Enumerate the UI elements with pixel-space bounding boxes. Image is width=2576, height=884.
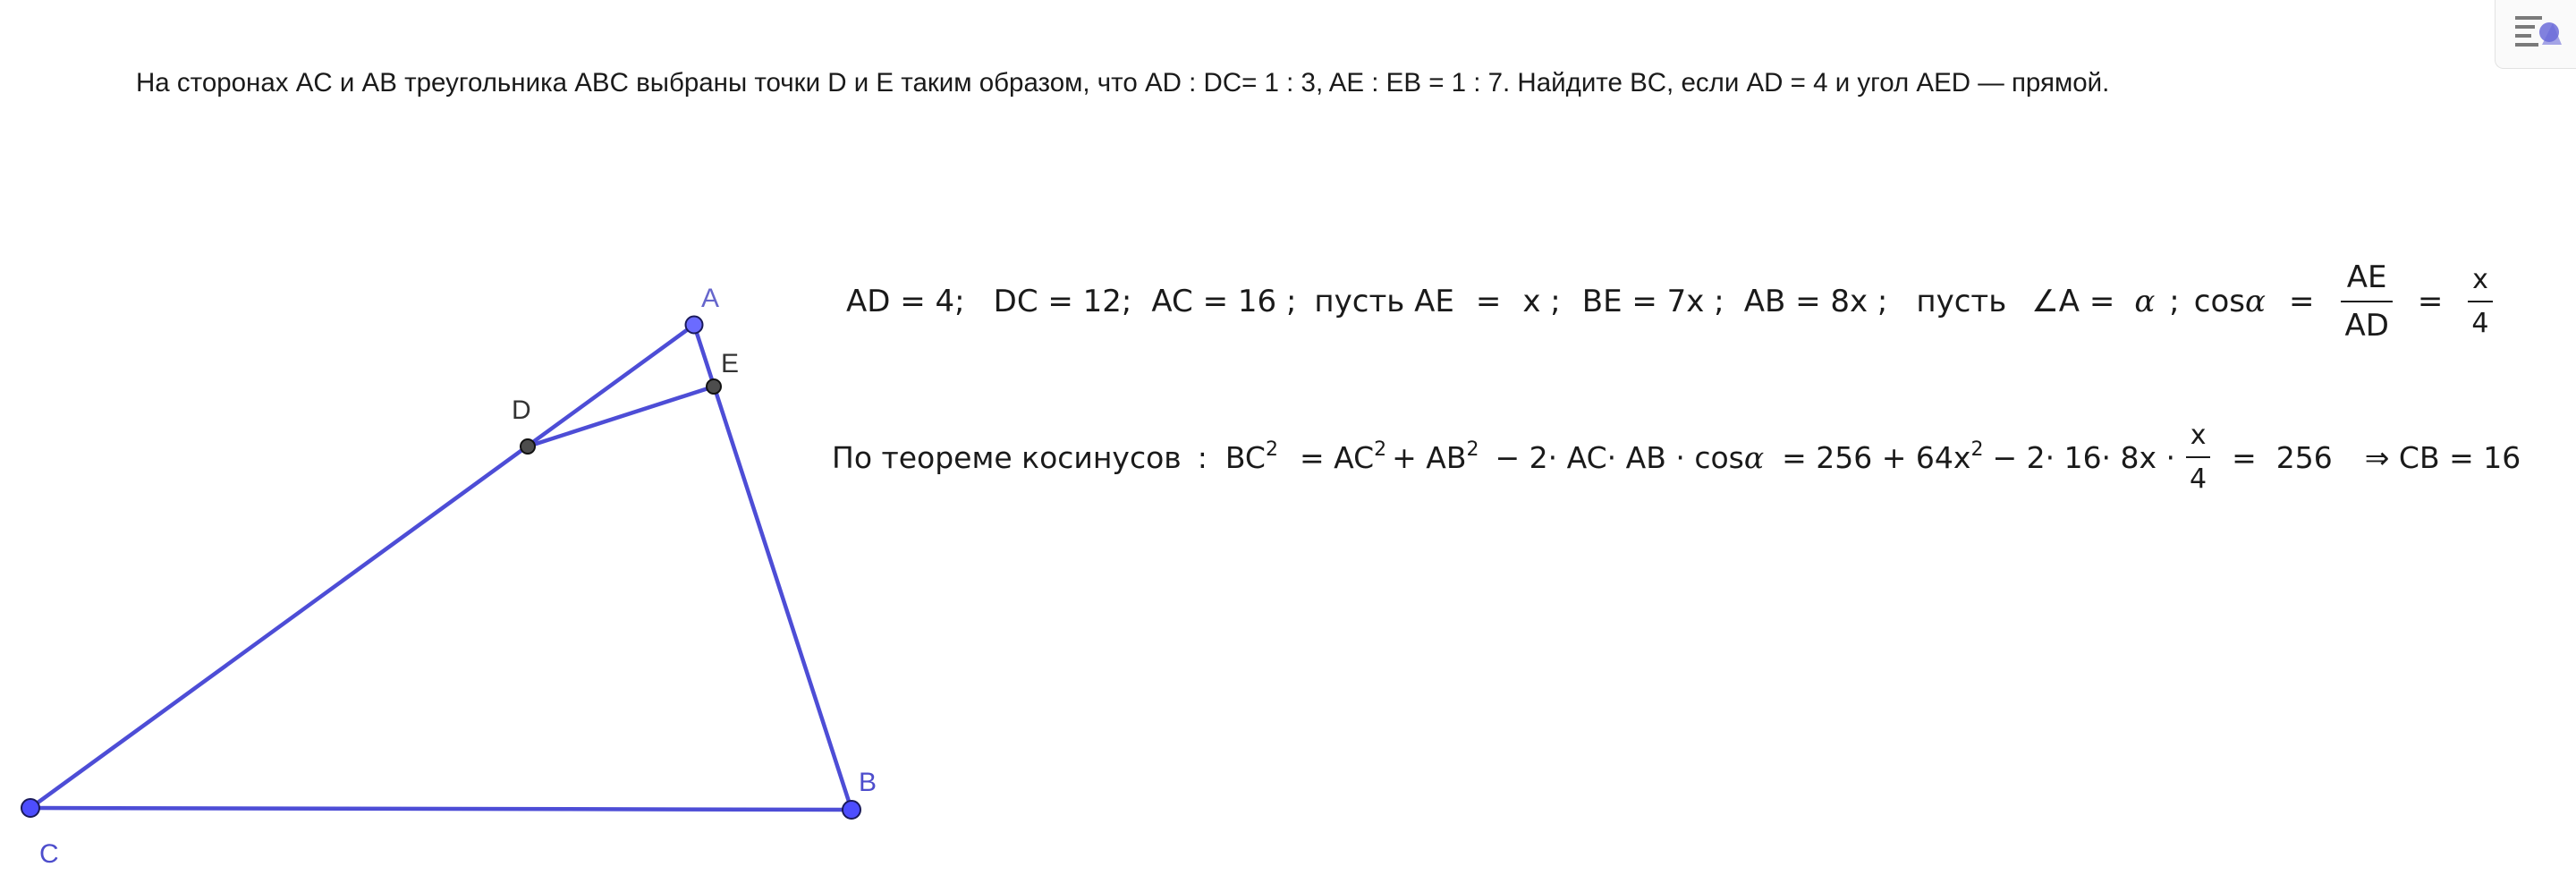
point-d[interactable] bbox=[521, 439, 535, 454]
text-cos: cos bbox=[2193, 284, 2245, 319]
fraction-4-denominator: 4 bbox=[2186, 456, 2210, 495]
text-cosine-theorem: По теореме косинусов bbox=[832, 439, 1182, 475]
text-equals-2: = bbox=[2288, 284, 2315, 319]
text-ad: AD = 4; bbox=[846, 284, 965, 319]
label-d: D bbox=[512, 395, 531, 425]
solution-line-2 bbox=[832, 417, 2521, 497]
fraction-ae-ad bbox=[2341, 259, 2392, 344]
text-ab-squared: + $AB^2$ bbox=[1392, 438, 1479, 475]
point-labels bbox=[39, 284, 877, 869]
point-c[interactable] bbox=[21, 799, 39, 817]
text-double-product: − 2· AC· AB · cosα bbox=[1495, 439, 1765, 475]
text-alpha: α bbox=[2134, 284, 2156, 319]
text-256: 256 bbox=[2275, 439, 2333, 475]
side-ac[interactable] bbox=[30, 325, 694, 808]
point-a[interactable] bbox=[686, 317, 703, 334]
text-angle-a: ∠A = bbox=[2031, 284, 2115, 319]
triangle-sides bbox=[30, 325, 852, 810]
text-alpha-2: α bbox=[2244, 284, 2266, 319]
label-c: C bbox=[39, 839, 59, 869]
problem-statement: На сторонах AC и AB треугольника ABC выбраны точки D и E таким образом, что AD : DC= 1 : 3, AE : EB = 1 : 7. Найдите BC, если AD = 4 и угол AED — прямой. bbox=[136, 68, 2110, 98]
text-let: пусть bbox=[1916, 284, 2007, 319]
text-product: − 2· 16· 8x · bbox=[1992, 439, 2176, 475]
fraction-x-num: x bbox=[2472, 264, 2488, 295]
text-be: BE = 7x ; bbox=[1581, 284, 1724, 319]
fraction-4-den: 4 bbox=[2468, 301, 2492, 339]
text-equals-4: = bbox=[2232, 439, 2257, 475]
text-bc-squared: $BC^2$ bbox=[1224, 438, 1278, 475]
fraction-ad-den: AD bbox=[2341, 301, 2392, 344]
text-substitution: = $256 + 64x^2$ bbox=[1782, 438, 1984, 475]
text-x: x ; bbox=[1522, 284, 1561, 319]
fraction-x-over-4 bbox=[2186, 420, 2210, 495]
text-ac-squared: = $AC^2$ bbox=[1299, 438, 1387, 475]
points bbox=[21, 317, 860, 820]
text-equals-3: = bbox=[2417, 284, 2444, 319]
fraction-ae-num: AE bbox=[2346, 259, 2387, 295]
side-ab[interactable] bbox=[694, 325, 852, 810]
solution-line-1 bbox=[846, 261, 2498, 342]
text-ab: AB = 8x ; bbox=[1743, 284, 1888, 319]
point-e[interactable] bbox=[707, 379, 721, 394]
fraction-x-numerator: x bbox=[2190, 420, 2207, 451]
text-semicolon: ; bbox=[2169, 284, 2180, 319]
segment-de[interactable] bbox=[528, 387, 714, 446]
text-colon: : bbox=[1197, 439, 1208, 475]
label-e: E bbox=[721, 349, 740, 378]
side-bc[interactable] bbox=[30, 808, 852, 810]
point-b[interactable] bbox=[843, 801, 860, 819]
fraction-x-4 bbox=[2468, 264, 2492, 339]
label-a: A bbox=[701, 284, 720, 313]
text-answer: ⇒ CB = 16 bbox=[2364, 439, 2521, 475]
text-dc: DC = 12; bbox=[993, 284, 1132, 319]
label-b: B bbox=[859, 768, 877, 797]
text-equals: = bbox=[1475, 284, 1502, 319]
text-ac: AC = 16 ; bbox=[1151, 284, 1297, 319]
text-let-ae: пусть AE bbox=[1314, 284, 1454, 319]
